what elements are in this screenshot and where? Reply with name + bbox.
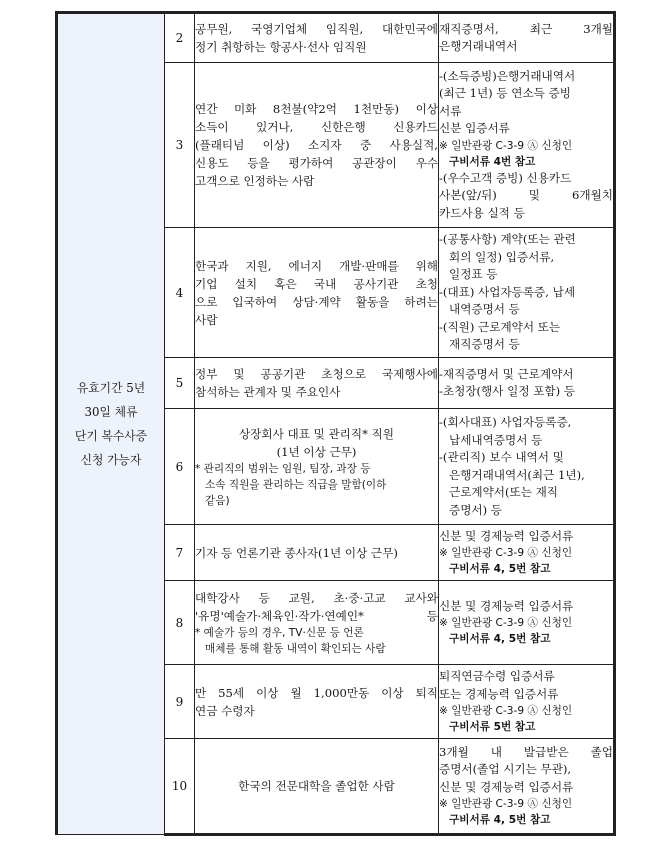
reference-note: ※ 일반관광 C-3-9 Ⓐ 신청인: [439, 617, 573, 630]
row-number: 10: [165, 739, 195, 835]
requirement-line: 퇴직연금수령 입증서류: [439, 669, 555, 683]
required-documents: [439, 228, 615, 358]
requirement-line: 신분 및 경제능력 입증서류: [439, 528, 574, 543]
reference-note: ※ 일반관광 C-3-9 Ⓐ 신청인: [439, 798, 573, 811]
description-line: 연간 미화 8천불(약2억 1천만동) 이상: [195, 102, 438, 116]
description-line: 한국의 전문대학을 졸업한 사람: [238, 779, 395, 793]
table-row: [57, 13, 615, 63]
requirement-line: 근로계약서(또는 재직: [449, 485, 559, 499]
description-line: 신용도 등을 평가하여 공관장이 우수: [195, 156, 438, 170]
requirement-line: 회의 일정) 입증서류,: [449, 249, 555, 264]
description-line: 기자 등 언론기관 종사자(1년 이상 근무): [195, 545, 398, 560]
row-number: 2: [165, 13, 195, 63]
requirement-line: 은행거래내역서: [439, 39, 518, 53]
description-line: '유명'예술가·체육인·작가·연예인* 등: [195, 608, 438, 623]
requirement-line: (최근 1년) 등 연소득 증빙: [439, 86, 571, 101]
reference-note: 구비서류 5번 참고: [449, 721, 536, 733]
requirement-line: 3개월 내 발급받은 졸업: [439, 744, 613, 759]
requirement-line: 또는 경제능력 입증서류: [439, 686, 559, 701]
requirement-line: -(우수고객 증빙) 신용카드: [439, 170, 572, 185]
description-line: 연금 수령자: [195, 703, 255, 718]
applicant-description: [195, 13, 439, 63]
requirement-line: 신분 및 경제능력 입증서류: [439, 779, 574, 794]
applicant-description: [195, 358, 439, 409]
requirement-line: -(관리직) 보수 내역서 및: [439, 450, 564, 464]
footnote-line: * 예술가 등의 경우, TV·신문 등 언론: [195, 626, 364, 639]
row-number: 3: [165, 63, 195, 228]
applicant-description: [195, 525, 439, 581]
applicant-description: [195, 409, 439, 525]
reference-note: 구비서류 4, 5번 참고: [449, 814, 551, 827]
row-number: 9: [165, 665, 195, 739]
applicant-description: [195, 665, 439, 739]
reference-note: 구비서류 4, 5번 참고: [449, 563, 551, 576]
requirement-line: -(대표) 사업자등록증, 납세: [439, 284, 576, 299]
row-number: 5: [165, 358, 195, 409]
required-documents: [439, 665, 615, 739]
reference-note: ※ 일반관광 C-3-9 Ⓐ 신청인: [439, 547, 573, 560]
category-line: 단기 복수사증: [74, 429, 148, 443]
applicant-description: [195, 581, 439, 665]
required-documents: [439, 358, 615, 409]
description-line: (플래티넘 이상) 소지자 중 사용실적,: [195, 138, 438, 152]
reference-note: 구비서류 4, 5번 참고: [449, 633, 551, 646]
required-documents: [439, 581, 615, 665]
requirement-line: 신분 입증서류: [439, 121, 510, 136]
requirement-line: 증명서) 등: [449, 502, 503, 517]
requirement-line: 신분 및 경제능력 입증서류: [439, 598, 574, 613]
row-number: 8: [165, 581, 195, 665]
reference-note: 구비서류 4번 참고: [449, 155, 536, 168]
footnote-line: 매체를 통해 활동 내역이 확인되는 사람: [205, 642, 386, 655]
category-line: 유효기간 5년: [76, 381, 146, 395]
category-line: 신청 가능자: [80, 453, 142, 467]
required-documents: [439, 525, 615, 581]
visa-eligibility-table: [55, 11, 616, 836]
requirement-line: -재직증명서 및 근로계약서: [439, 366, 574, 381]
applicant-description: [195, 228, 439, 358]
category-line: 30일 체류: [84, 405, 138, 419]
applicant-description: [195, 63, 439, 228]
description-line: 으로 입국하여 상담·계약 활동을 하려는: [195, 294, 438, 309]
required-documents: [439, 63, 615, 228]
reference-note: ※ 일반관광 C-3-9 Ⓐ 신청인: [439, 139, 573, 152]
description-line: 정부 및 공공기관 초청으로 국제행사에: [195, 367, 438, 381]
requirement-line: -(회사대표) 사업자등록증,: [439, 415, 572, 429]
required-documents: [439, 739, 615, 835]
description-line: 대학강사 등 교원, 초·중·고교 교사와: [195, 590, 438, 605]
row-number: 7: [165, 525, 195, 581]
row-number: 6: [165, 409, 195, 525]
footnote-line: 같음): [205, 494, 230, 507]
description-line: 한국과 지원, 에너지 개발·판매를 위해: [195, 258, 438, 273]
requirement-line: -초청장(행사 일정 포함) 등: [439, 384, 576, 398]
applicant-description: [195, 739, 439, 835]
requirement-line: 재직증명서, 최근 3개월: [439, 21, 613, 36]
required-documents: [439, 409, 615, 525]
description-line: 정기 취항하는 항공사·선사 임직원: [195, 40, 367, 54]
description-line: 상장회사 대표 및 관리직* 직원: [239, 426, 394, 441]
footnote-line: 소속 직원을 관리하는 직급을 말함(이하: [205, 478, 387, 491]
description-line: 기업 설치 혹은 국내 공사기관 초청: [195, 276, 438, 291]
requirement-line: 은행거래내역서(최근 1년),: [449, 467, 585, 482]
description-line: 고객으로 인정하는 사람: [195, 174, 315, 188]
requirement-line: 내역증명서 등: [449, 302, 520, 317]
footnote-line: * 관리직의 범위는 임원, 팀장, 과장 등: [195, 462, 371, 475]
requirement-line: 재직증명서 등: [449, 337, 520, 352]
description-line: 소득이 있거나, 신한은행 신용카드: [195, 120, 438, 134]
description-line: 사람: [195, 312, 218, 327]
requirement-line: 서류: [439, 103, 462, 118]
requirement-line: -(공통사항) 계약(또는 관련: [439, 232, 576, 247]
requirement-line: 증명서(졸업 시기는 무관),: [439, 762, 572, 777]
description-line: (1년 이상 근무): [276, 444, 357, 459]
description-line: 공무원, 국영기업체 임직원, 대한민국에: [195, 22, 438, 36]
requirement-line: 납세내역증명서 등: [449, 432, 543, 447]
category-cell: [57, 13, 165, 835]
description-line: 만 55세 이상 월 1,000만동 이상 퇴직: [195, 685, 438, 700]
requirement-line: 사본(앞/뒤) 및 6개월치: [439, 188, 613, 203]
requirement-line: 일정표 등: [449, 267, 498, 282]
row-number: 4: [165, 228, 195, 358]
reference-note: ※ 일반관광 C-3-9 Ⓐ 신청인: [439, 705, 573, 717]
requirement-line: 카드사용 실적 등: [439, 205, 525, 220]
description-line: 참석하는 관계자 및 주요인사: [195, 385, 341, 399]
required-documents: [439, 13, 615, 63]
requirement-line: -(소득증빙)은행거래내역서: [439, 68, 576, 83]
requirement-line: -(직원) 근로계약서 또는: [439, 319, 561, 334]
